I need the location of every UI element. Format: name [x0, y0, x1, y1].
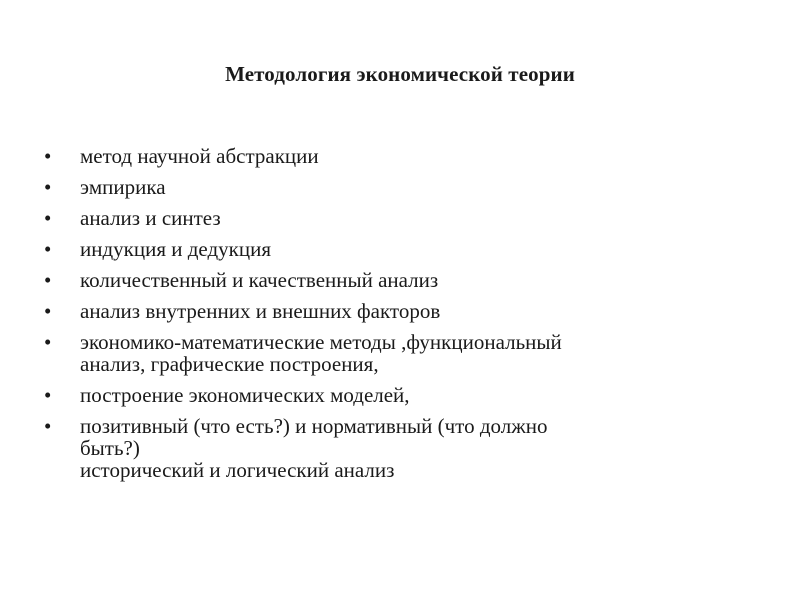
bullet-icon: •	[44, 414, 52, 438]
list-item	[44, 415, 744, 481]
list-item	[44, 300, 744, 322]
bullet-icon: •	[44, 299, 52, 323]
bullet-icon: •	[44, 237, 52, 261]
bullet-icon: •	[44, 330, 52, 354]
bullet-icon: •	[44, 268, 52, 292]
list-item-text: анализ и синтез	[80, 206, 221, 230]
list-item	[44, 176, 744, 198]
list-item-text: анализ внутренних и внешних факторов	[80, 299, 441, 323]
slide-title: Методология экономической теории	[225, 62, 575, 86]
bullet-list	[44, 145, 744, 490]
list-item-text: индукция и дедукция	[80, 237, 271, 261]
list-item-text: анализ, графические построения,	[80, 352, 379, 376]
list-item	[44, 207, 744, 229]
list-item	[44, 145, 744, 167]
list-item-text: исторический и логический анализ	[80, 458, 395, 482]
list-item-text: количественный и качественный анализ	[80, 268, 439, 292]
list-item-text: построение экономических моделей,	[80, 383, 410, 407]
list-item-text: быть?)	[80, 436, 140, 460]
list-item	[44, 384, 744, 406]
list-item	[44, 331, 744, 375]
list-item	[44, 269, 744, 291]
list-item-text: метод научной абстракции	[80, 144, 319, 168]
list-item-text: позитивный (что есть?) и нормативный (что должно	[80, 414, 548, 438]
list-item-text: экономико-математические методы ,функциональный	[80, 330, 562, 354]
bullet-icon: •	[44, 383, 52, 407]
list-item-text: эмпирика	[80, 175, 166, 199]
bullet-icon: •	[44, 206, 52, 230]
bullet-icon: •	[44, 175, 52, 199]
bullet-icon: •	[44, 144, 52, 168]
list-item	[44, 238, 744, 260]
